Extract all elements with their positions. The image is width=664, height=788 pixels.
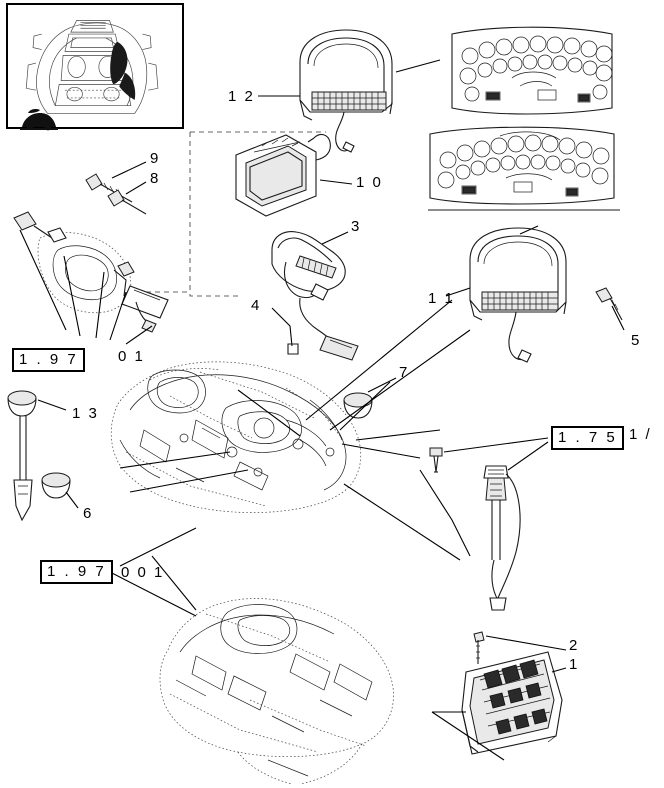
callout-01-left: 0 1 bbox=[118, 348, 145, 365]
part-13-dipstick-probe bbox=[8, 391, 36, 520]
callout-10: 1 0 bbox=[356, 174, 383, 191]
part-1-fuse-relay-box bbox=[462, 652, 562, 754]
callout-11: 1 1 bbox=[428, 290, 455, 307]
part-5-screw-fastener bbox=[596, 288, 622, 320]
callout-8: 8 bbox=[150, 170, 161, 187]
callout-2: 2 bbox=[569, 637, 580, 654]
reference-box-197-bottom-suffix: 0 0 1 bbox=[121, 564, 165, 581]
reference-box-197-bottom: 1 . 9 7 bbox=[40, 560, 113, 584]
callout-1: 1 bbox=[569, 656, 580, 673]
callout-3: 3 bbox=[351, 218, 362, 235]
callout-12: 1 2 bbox=[228, 88, 255, 105]
callout-9: 9 bbox=[150, 150, 161, 167]
part-7-rubber-plug-cap bbox=[344, 393, 372, 418]
callout-13: 1 3 bbox=[72, 405, 99, 422]
part-3-control-handle-lever bbox=[272, 232, 358, 360]
left-bracket-assembly bbox=[14, 212, 168, 344]
part-175-pin bbox=[430, 448, 442, 472]
callout-4: 4 bbox=[251, 297, 262, 314]
part-175-probe-assembly bbox=[484, 466, 520, 610]
lower-console-housing bbox=[160, 598, 394, 784]
part-10-display-monitor bbox=[236, 135, 330, 216]
instrument-cluster-gauges-lower bbox=[428, 127, 620, 210]
part-11-panel-hood-lower bbox=[470, 228, 566, 362]
part-6-rubber-plug-small bbox=[42, 473, 70, 498]
callout-5: 5 bbox=[631, 332, 642, 349]
dashboard-housing-main bbox=[111, 362, 361, 513]
instrument-cluster-gauges-upper bbox=[452, 27, 612, 114]
reference-box-175: 1 . 7 5 bbox=[551, 426, 624, 450]
callout-7: 7 bbox=[399, 364, 410, 381]
part-2-fuse-box-screw bbox=[474, 632, 484, 664]
callout-6: 6 bbox=[83, 505, 94, 522]
callout-slash: 1 / bbox=[629, 426, 652, 443]
reference-box-197-left: 1 . 9 7 bbox=[12, 348, 85, 372]
part-12-panel-hood-upper bbox=[300, 30, 392, 152]
